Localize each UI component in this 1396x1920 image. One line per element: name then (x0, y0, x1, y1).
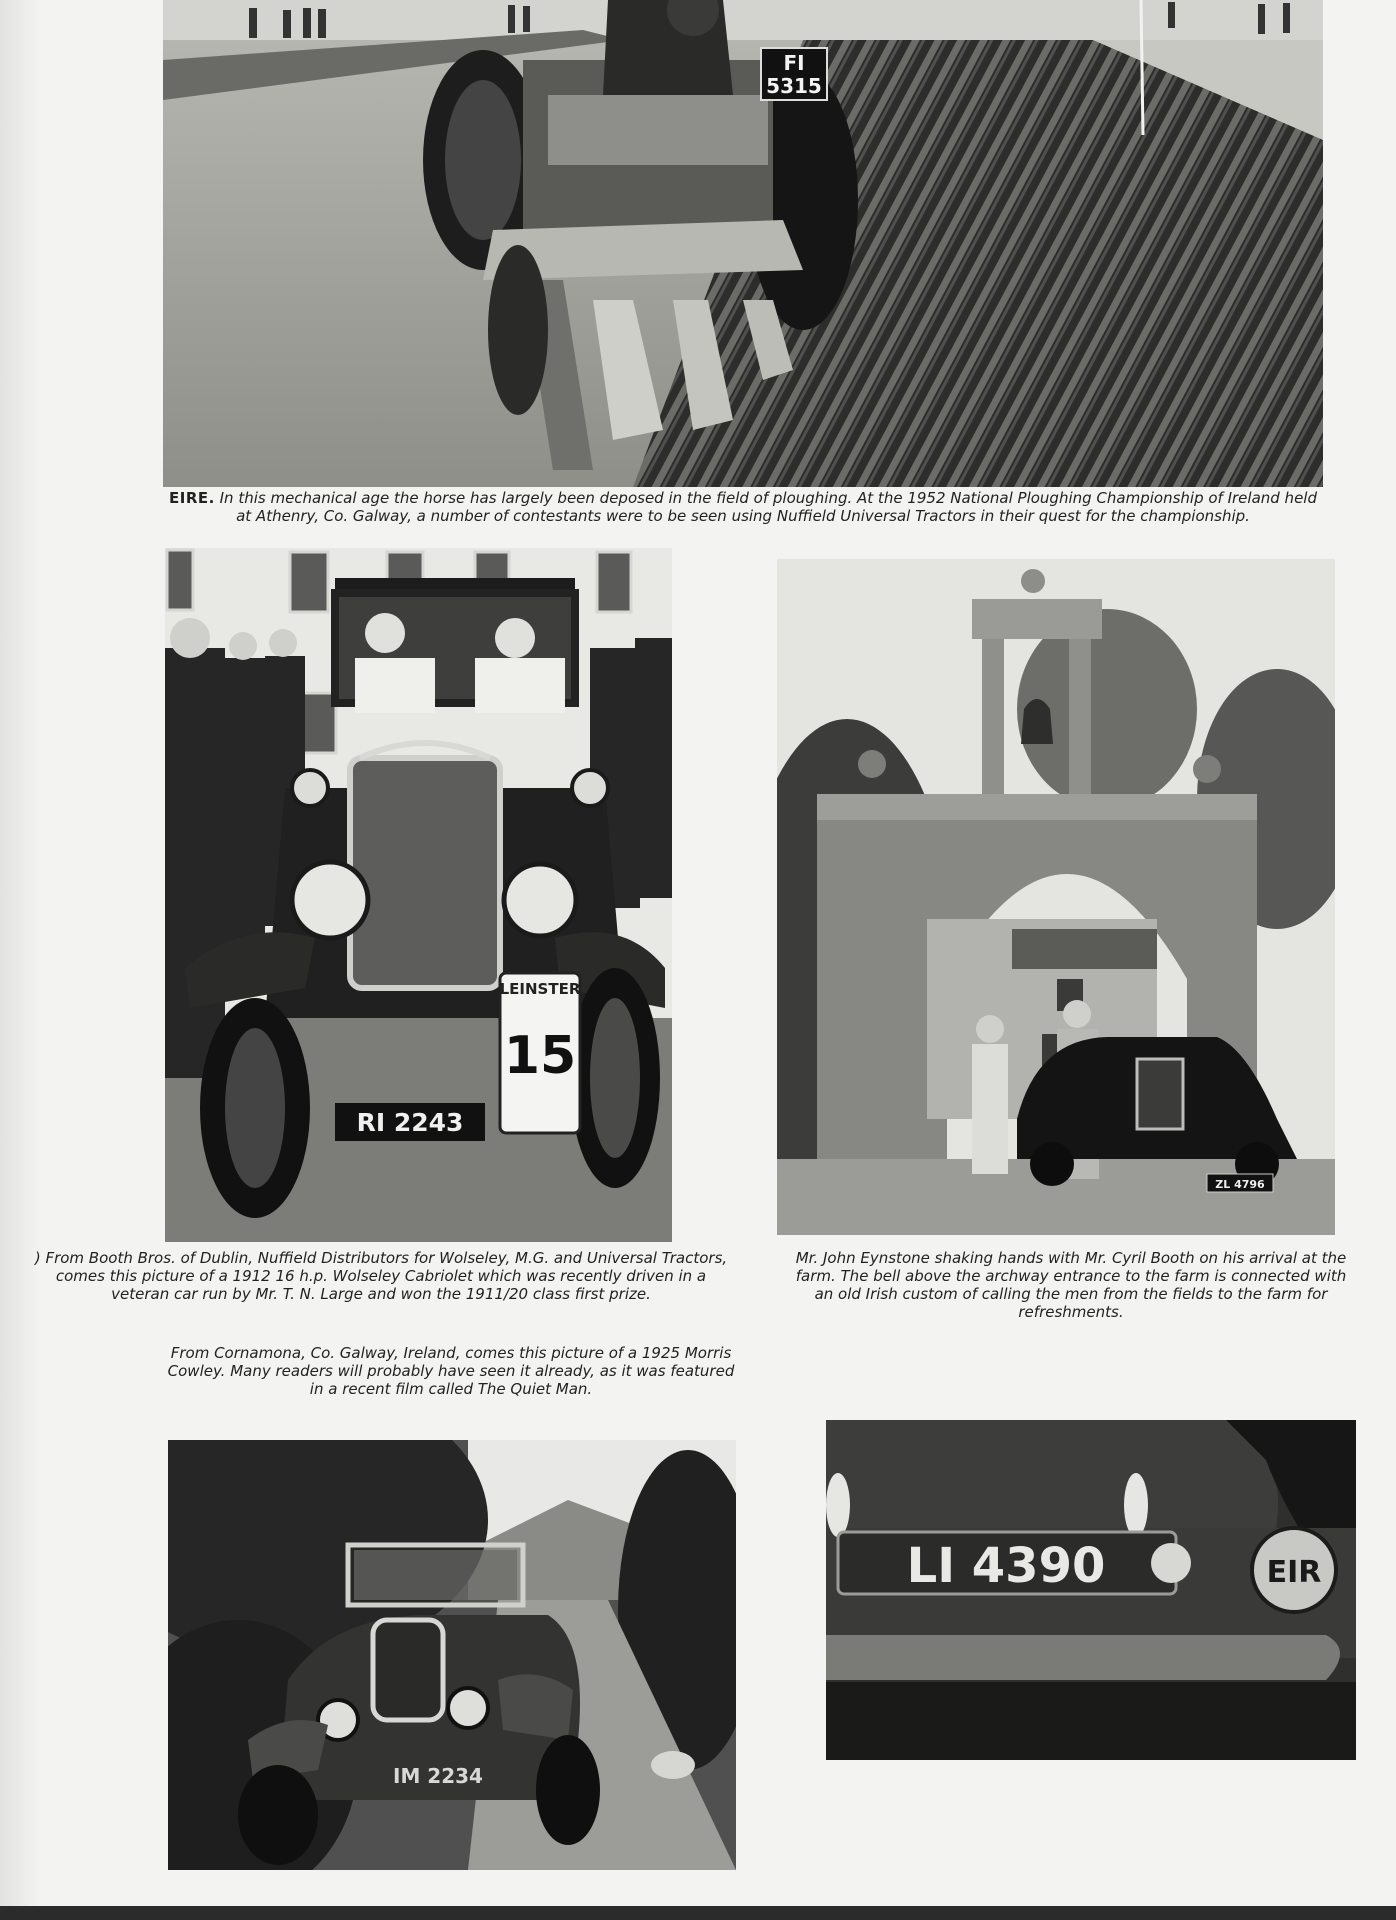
eynstone-caption: Mr. John Eynstone shaking hands with Mr. Cyril Booth on his arrival at the farm. The bell above the archway entrance to the farm is connected with an old Irish custom of calling the men from the fields to the farm for refreshments. (795, 1249, 1347, 1321)
wolseley-banner-text: LEINSTER (499, 980, 581, 998)
eire-caption-lead: EIRE. (169, 489, 215, 507)
eir-badge: EIR (1266, 1555, 1322, 1590)
tractor-ploughing-photo (163, 0, 1323, 487)
morris-plate: IM 2234 (393, 1764, 483, 1788)
archway-photo (777, 559, 1335, 1235)
wolseley-caption: ) From Booth Bros. of Dublin, Nuffield Distributors for Wolseley, M.G. and Universal Tractors, comes this picture of a 1912 16 h.p. Wolseley Cabriolet which was recently driven in a veteran car run by Mr. T. N. Large and won the 1911/20 class first prize. (34, 1249, 728, 1303)
wolseley-race-number: 15 (503, 1026, 577, 1086)
page-edge (0, 0, 40, 1920)
wolseley-cabriolet-photo (165, 548, 672, 1242)
morris-cowley-photo (168, 1440, 736, 1870)
eire-caption (163, 489, 1323, 525)
number-plate-closeup-photo (826, 1420, 1356, 1760)
eire-caption-text: In this mechanical age the horse has largely been deposed in the field of ploughing. At the 1952 National Ploughing Championship of Ireland held at Athenry, Co. Galway, a number of contestants were to be seen using Nuffield Universal Tractors in their quest for the championship. (219, 489, 1317, 525)
scan-bottom-edge (0, 1906, 1396, 1920)
closeup-plate: LI 4390 (906, 1538, 1106, 1594)
wolseley-plate: RI 2243 (356, 1108, 464, 1137)
morris-caption: From Cornamona, Co. Galway, Ireland, comes this picture of a 1925 Morris Cowley. Many readers will probably have seen it already, as it was featured in a recent film called The Quiet Man. (167, 1344, 735, 1398)
archway-car-plate: ZL 4796 (1215, 1178, 1265, 1191)
tractor-plate-line1: FI (783, 51, 805, 75)
tractor-plate-line2: 5315 (766, 74, 822, 98)
